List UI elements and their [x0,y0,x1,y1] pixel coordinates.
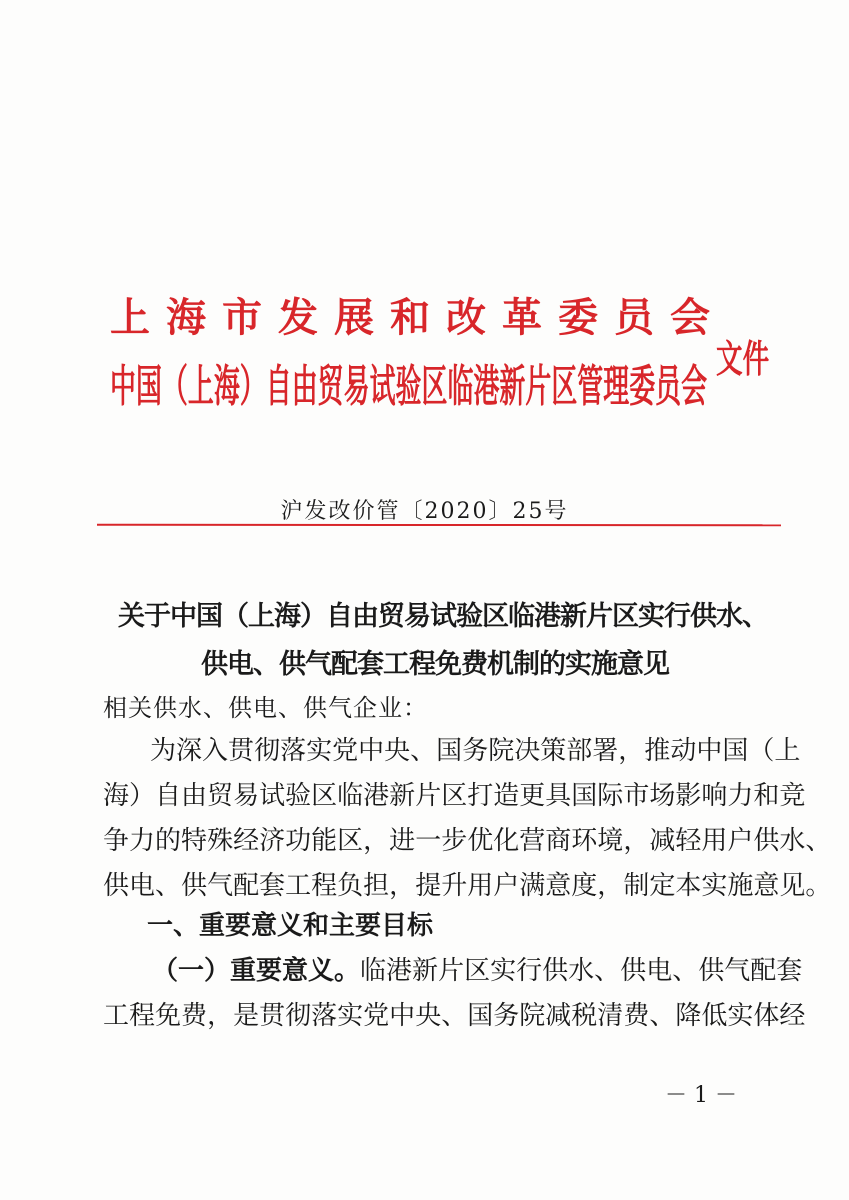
paragraph-line: 为 深 入 贯 彻 落 实 党 中 央 、 国 务 院 决 策 部 署 ， 推 动 中 国 （ 上 [150,736,801,766]
document-number: 沪发改价管〔2020〕25号 [280,499,569,524]
document-title-line-1: 关于中国（上海）自由贸易试验区临港新片区实行供水、 [118,601,768,632]
subsection-text: 临 港 新 片 区 实 行 供 水 、 供 电 、 供 气 配 套 [360,956,803,986]
red-divider [97,524,781,527]
paragraph-line: 工 程 免 费 ， 是 贯 彻 落 实 党 中 央 、 国 务 院 减 税 清 费 、 降 低 实 体 经 [103,1001,806,1031]
subsection-heading: （一）重要意义。 [152,956,361,986]
subsection-line [152,950,803,987]
document-suffix: 文件 [716,337,770,381]
paragraph-line: 供 电 、 供 气 配 套 工 程 负 担 ， 提 升 用 户 满 意 度 ， 制 定 本 实 施 意 见 。 [103,871,832,901]
page-number: － 1 － [665,1083,737,1108]
document-title-line-2: 供电、供气配套工程免费机制的实施意见 [201,649,669,680]
paragraph-line: 争 力 的 特 殊 经 济 功 能 区 ， 进 一 步 优 化 营 商 环 境 ， 减 轻 用 户 供 水 、 [103,826,832,856]
issuer-line-2: 中国（上海）自由贸易试验区临港新片区管理委员会 [110,361,708,412]
issuer-line-1: 上 海 市 发 展 和 改 革 委 员 会 [110,295,710,341]
paragraph-line: 海 ） 自 由 贸 易 试 验 区 临 港 新 片 区 打 造 更 具 国 际 市 场 影 响 力 和 竞 [103,781,806,811]
salutation: 相关供水、供电、供气企业： [103,694,428,722]
section-heading: 一、重要意义和主要目标 [147,911,434,941]
